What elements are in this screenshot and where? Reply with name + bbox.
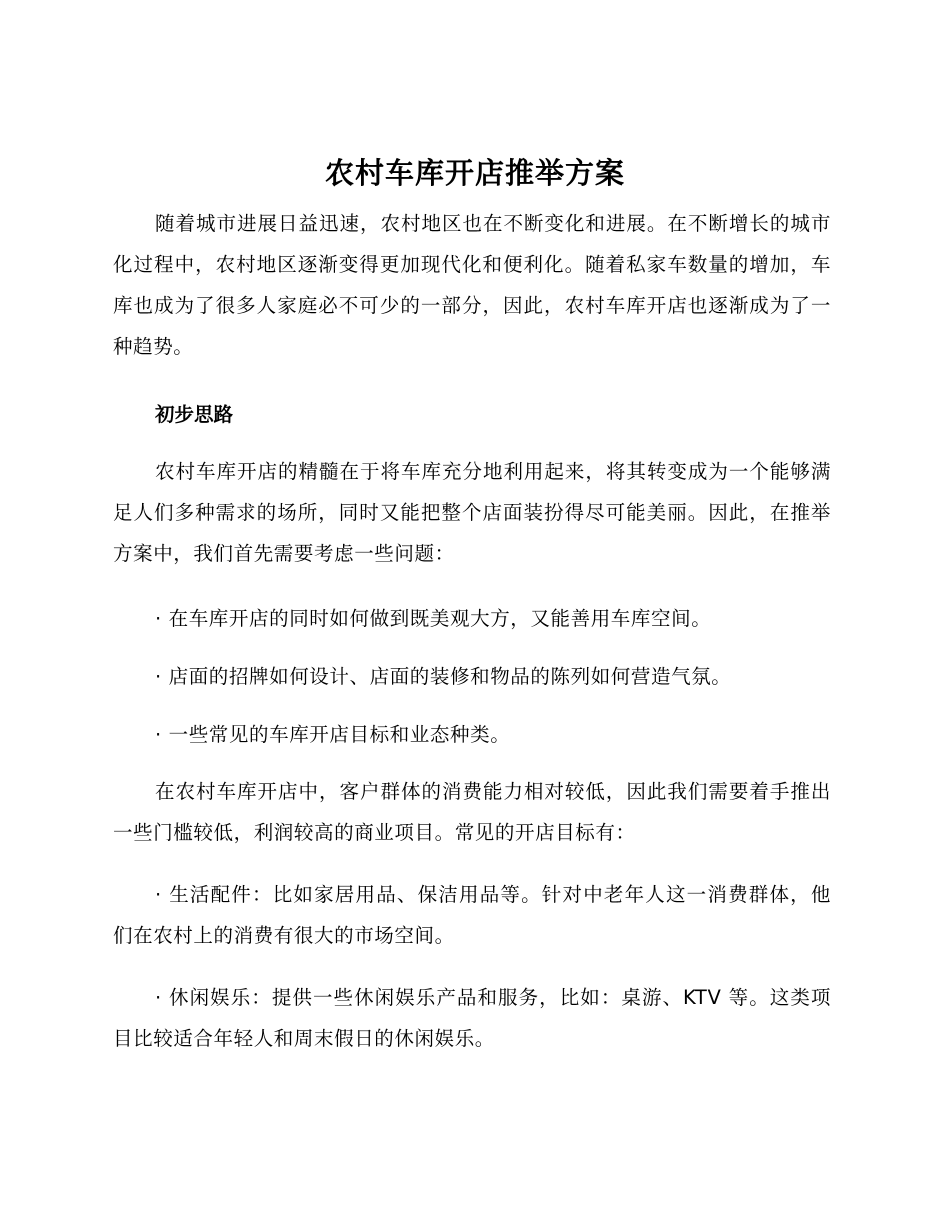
core-idea-paragraph: 农村车库开店的精髓在于将车库充分地利用起来，将其转变成为一个能够满足人们多种需求的场所，同时又能把整个店面装扮得尽可能美丽。因此，在推举方案中，我们首先需要考虑一些问题：: [113, 460, 831, 565]
question-item-1: · 在车库开店的同时如何做到既美观大方，又能善用车库空间。: [155, 607, 712, 630]
customers-paragraph: 在农村车库开店中，客户群体的消费能力相对较低，因此我们需要着手推出一些门槛较低，利润较高的商业项目。常见的开店目标有：: [113, 780, 831, 844]
question-item-2: · 店面的招牌如何设计、店面的装修和物品的陈列如何营造气氛。: [155, 665, 732, 688]
target-item-daily-goods: · 生活配件：比如家居用品、保洁用品等。针对中老年人这一消费群体，他们在农村上的消费有很大的市场空间。: [113, 883, 831, 947]
target-item-leisure: · 休闲娱乐：提供一些休闲娱乐产品和服务，比如：桌游、KTV 等。这类项目比较适合年轻人和周末假日的休闲娱乐。: [113, 986, 831, 1050]
intro-paragraph: 随着城市进展日益迅速，农村地区也在不断变化和进展。在不断增长的城市化过程中，农村地区逐渐变得更加现代化和便利化。随着私家车数量的增加，车库也成为了很多人家庭必不可少的一部分，因此，农村车库开店也逐渐成为了一种趋势。: [113, 212, 831, 358]
section-heading: 初步思路: [155, 403, 234, 426]
document-title: 农村车库开店推举方案: [324, 156, 625, 190]
question-item-3: · 一些常见的车库开店目标和业态种类。: [155, 723, 511, 746]
